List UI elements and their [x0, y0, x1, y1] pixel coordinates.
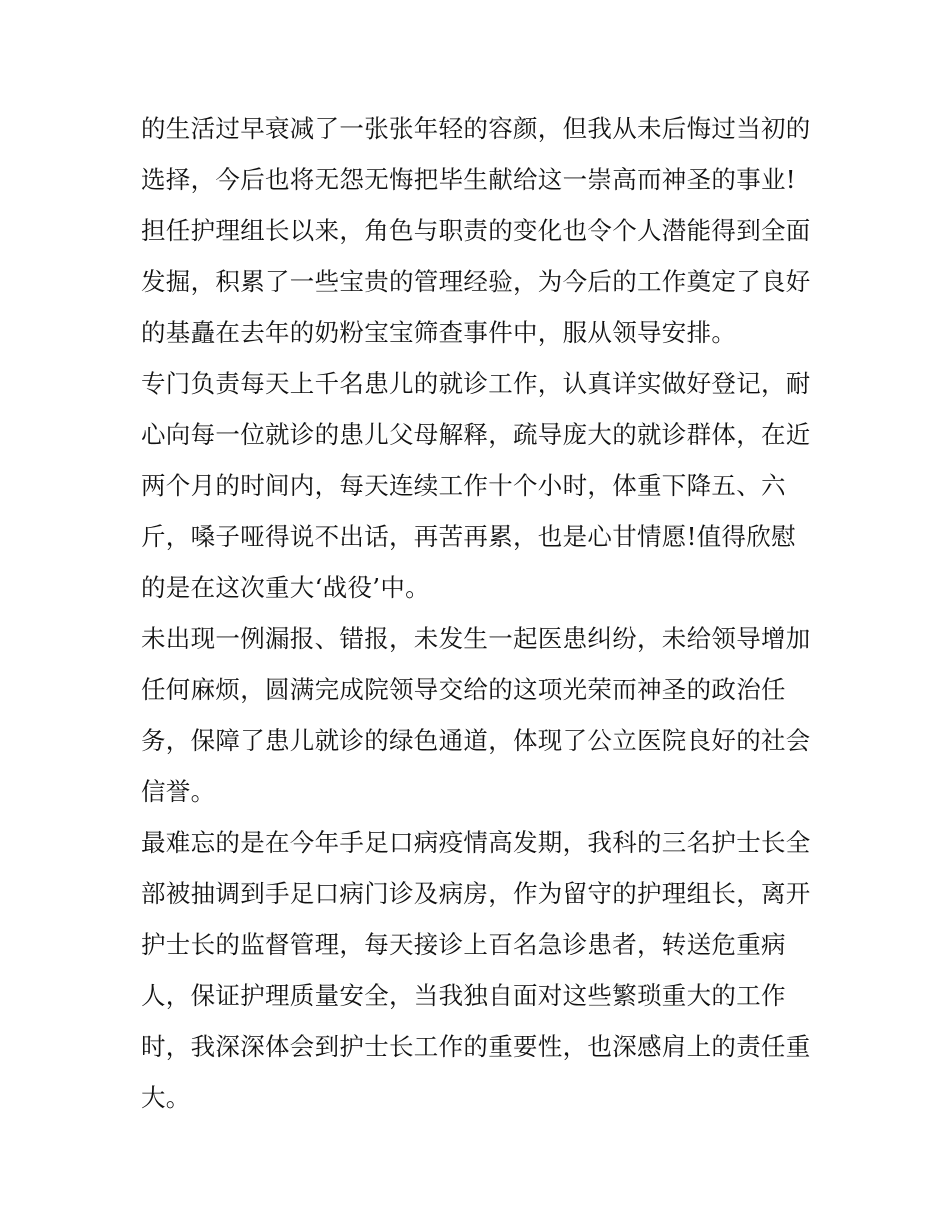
text-line: 的是在这次重大‘战役’中。: [141, 573, 430, 602]
text-line: 担任护理组长以来，角色与职责的变化也令个人潜能得到全面: [141, 216, 811, 245]
text-line: 务，保障了患儿就诊的绿色通道，体现了公立医院良好的社会: [141, 726, 811, 755]
text-line: 人，保证护理质量安全，当我独自面对这些繁琐重大的工作: [141, 981, 786, 1010]
text-line: 护士长的监督管理，每天接诊上百名急诊患者，转送危重病: [141, 930, 786, 959]
document-body: [141, 103, 821, 1123]
text-line: 最难忘的是在今年手足口病疫情高发期，我科的三名护士长全: [141, 828, 811, 857]
text-line: 专门负责每天上千名患儿的就诊工作，认真详实做好登记，耐: [141, 369, 811, 398]
text-line: 未出现一例漏报、错报，未发生一起医患纠纷，未给领导增加: [141, 624, 811, 653]
text-line: 选择，今后也将无怨无悔把毕生献给这一崇高而神圣的事业!: [141, 165, 796, 194]
text-line: 的基矗在去年的奶粉宝宝筛查事件中，服从领导安排。: [141, 318, 737, 347]
text-line: 两个月的时间内，每天连续工作十个小时，体重下降五、六: [141, 471, 786, 500]
text-line: 的生活过早衰减了一张张年轻的容颜，但我从未后悔过当初的: [141, 114, 811, 143]
text-line: 大。: [141, 1083, 191, 1112]
text-line: 心向每一位就诊的患儿父母解释，疏导庞大的就诊群体，在近: [141, 420, 811, 449]
text-line: 任何麻烦，圆满完成院领导交给的这项光荣而神圣的政治任: [141, 675, 786, 704]
text-line: 发掘，积累了一些宝贵的管理经验，为今后的工作奠定了良好: [141, 267, 811, 296]
text-line: 信誉。: [141, 777, 216, 806]
text-line: 斤，嗓子哑得说不出话，再苦再累，也是心甘情愿!值得欣慰: [141, 522, 796, 551]
text-line: 部被抽调到手足口病门诊及病房，作为留守的护理组长，离开: [141, 879, 811, 908]
text-line: 时，我深深体会到护士长工作的重要性，也深感肩上的责任重: [141, 1032, 811, 1061]
